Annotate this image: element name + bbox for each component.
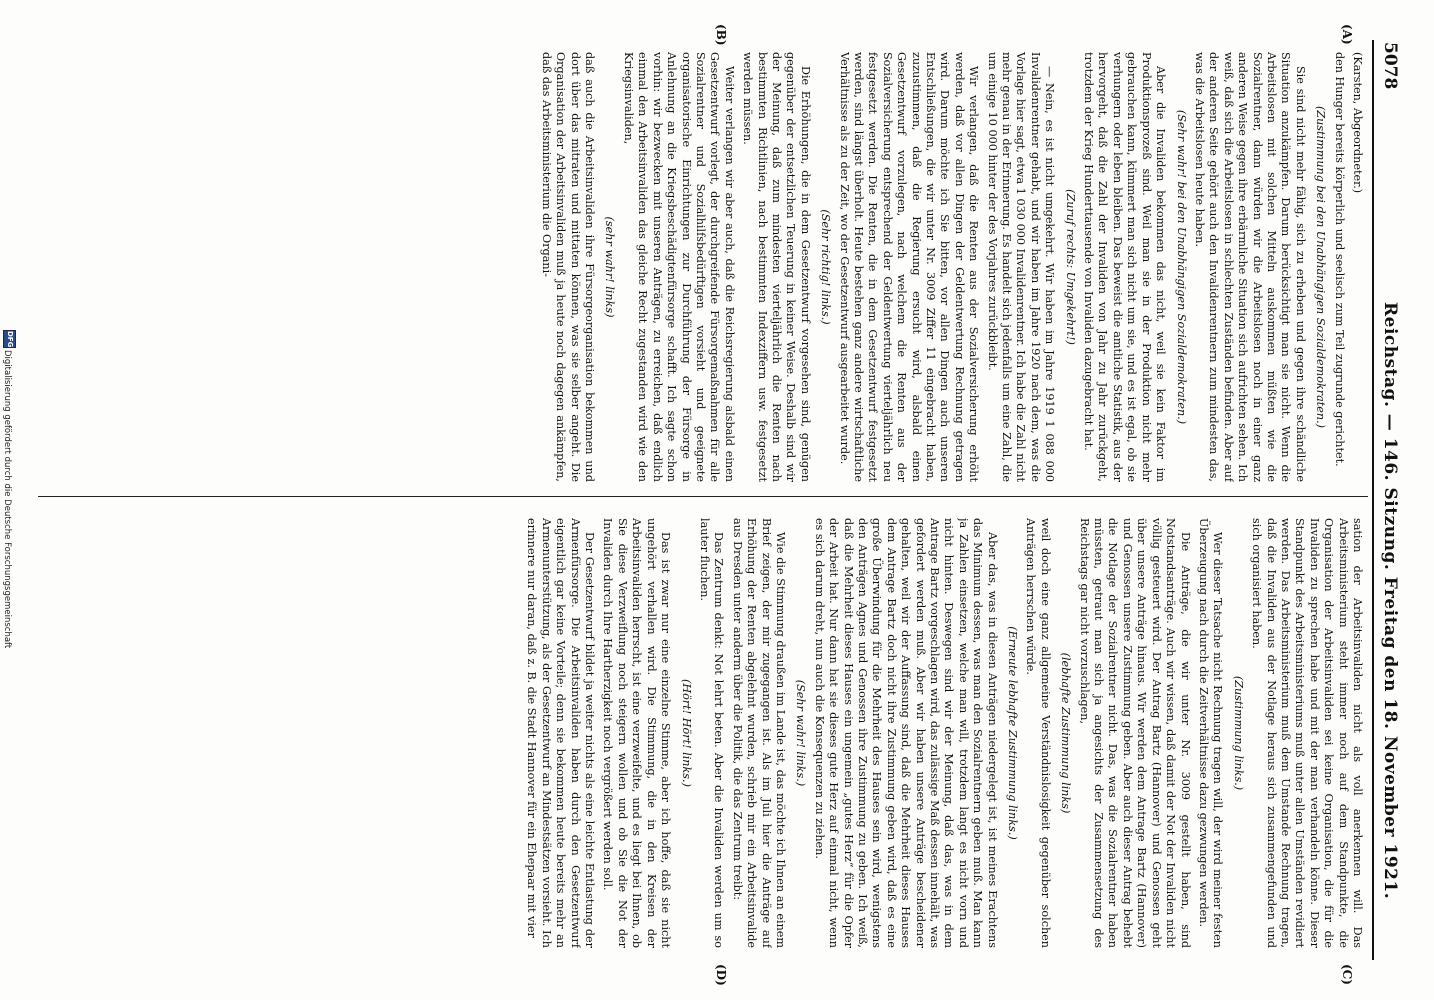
margin-marker-c: (C)	[1340, 964, 1354, 985]
margin-marker-d: (D)	[714, 964, 728, 986]
paragraph: daß auch die Arbeitsinvaliden ihre Fürsorgeorganisation bekommen und dort über das mitraten und mittaten können, was sie selber angeht. Die Organisation der Arbeitsinvaliden muß ja heute noch dagegen ankämpfen, daß das Arbeitsministerium die Organi-	[539, 52, 597, 482]
page-title: Reichstag. — 146. Sitzung. Freitag den 18. November 1921.	[1380, 302, 1400, 900]
page-header	[1374, 42, 1404, 958]
paragraph: Sie sind nicht mehr fähig, sich zu erheben und gegen ihre schändliche Situation anzukämpfen. Darum berücksichtigt man sie nicht. Wenn die Arbeitslosen mit solchen Mitteln auskommen müßten wie die Sozialrentner, dann würden wir die Arbeitslosen noch in einer ganz anderen Weise gegen ihre erbärmliche Situation sich aufrichten sehen. Ich weiß, daß sich die Arbeitslosen in schlechten Zuständen befinden. Aber auf der anderen Seite gehört auch den Invalidenrentnern zum mindesten das, was die Arbeitslosen heute haben.	[1192, 52, 1307, 482]
stage-direction: (Zustimmung links.)	[1231, 675, 1245, 791]
paragraph: Aber die Invaliden bekommen das nicht, weil sie kein Faktor im Produktionsprozeß sind. Weil man sie in der Produktion nicht mehr gebrauchen kann, kümmert man sich nicht um sie, und es ist egal, ob sie verhungern oder leben bleiben. Das beweist die amtliche Statistik, aus der hervorgeht, daß die Zahl der Invaliden von Jahr zu Jahr zurückgeht, trotzdem der Krieg Hunderttausende von Invaliden dazugebracht hat.	[1082, 52, 1168, 482]
stage-direction: (Zustimmung bei den Unabhängigen Sozialdemokraten.)	[1314, 105, 1328, 429]
stage-direction: (sehr wahr! links)	[603, 216, 617, 318]
stage-direction: (Sehr richtig! links.)	[819, 209, 833, 325]
paragraph: Das ist zwar nur eine einzelne Stimme, aber ich hoffe, daß sie nicht ungehört verhallen wird. Die Stimmung, die in den Kreisen der Arbeitsinvaliden herrscht, ist eine verzweifelte, und es liegt bei Ihnen, ob Sie diese Verzweiflung noch steigern wollen und ob Sie die Not der Invaliden durch Ihre Hartherzigkeit noch vergrößert werden soll.	[601, 518, 673, 948]
paragraph: Die Erhöhungen, die in dem Gesetzentwurf vorgesehen sind, genügen gegenüber der entsetzlichen Teuerung in keiner Weise. Deshalb sind wir der Meinung, daß zum mindesten vierteljährlich die Renten nach bestimmten Richtlinien, nach bestimmten Indexziffern usw. festgesetzt werden müssen.	[741, 52, 812, 482]
margin-marker-a: (A)	[1340, 24, 1354, 45]
paragraph: — Nein, es ist nicht umgekehrt. Wir haben im Jahre 1919 1 088 000 Invalidenrentner gehabt, und wir haben im Jahre 1920 nach dem, was die Vorlage hier sagt, etwa 1 030 000 Invalidenrentner. Ich habe die Zahl nicht mehr genau in der Erinnerung. Es handelt sich jedenfalls um eine Zahl, die um einige 10 000 hinter der des Vorjahres zurückbleibt.	[985, 52, 1057, 482]
paragraph: Das Zentrum denkt: Not lehrt beten. Aber die Invaliden werden um so lauter fluchen.	[697, 518, 726, 948]
paragraph: Der Gesetzentwurf bildet ja weiter nichts als eine leichte Entlastung der Armenfürsorge. Die Arbeitsinvaliden haben durch den Gesetzentwurf eigentlich gar keine Vorteile; denn sie bekommen heute bereits mehr an Armenunterstützung, als der Gesetzentwurf an Mindestsätzen vorsieht. Ich erinnere nur daran, daß z. B. die Stadt Hannover für ein Ehepaar mit vier	[525, 518, 597, 948]
column-divider	[38, 496, 1368, 497]
stage-direction: (Sehr wahr! links.)	[794, 679, 808, 787]
paragraph: Aber das, was in diesen Anträgen niedergelegt ist, ist meines Erachtens das Minimum dessen, was man den Sozialrentnern geben muß. Man kann ja Zahlen einsetzen, welche man will, trotzdem langt es nicht vorn und nicht hinten. Deswegen sind wir der Meinung, daß das, was in dem Antrage Bartz vorgeschlagen wird, das zulässige Maß dessen innehält, was gefordert werden muß. Aber wir haben unsere Anträge bescheidener gehalten, weil wir der Auffassung sind, daß die Mehrheit dieses Hauses dem Antrage Bartz doch nicht ihre Zustimmung geben wird, daß es eine große Überwindung für die Mehrheit des Hauses sein wird, wenigstens den Anträgen Agnes und Genossen ihre Zustimmung zu geben. Ich weiß, daß die Mehrheit dieses Hauses ein ungemein „gutes Herz“ für die Opfer der Arbeit hat. Nur dann hat sie dieses gute Herz auf einmal nicht, wenn es sich darum dreht, nun auch die Konsequenzen zu ziehen.	[812, 518, 999, 948]
paragraph: Wer dieser Tatsache nicht Rechnung tragen will, der wird meiner festen Überzeugung nach durch die Zeitverhältnisse dazu gezwungen werden.	[1196, 518, 1225, 948]
paragraph: Wie die Stimmung draußen im Lande ist, das möchte ich Ihnen an einem Brief zeigen, der mir zugegangen ist. Als im Juli hier die Anträge auf Erhöhung der Renten abgelehnt wurden, schrieb mir ein Arbeitsinvalide aus Dresden unter anderm über die Politik, die das Zentrum treibt:	[730, 518, 787, 948]
paragraph: sation der Arbeitsinvaliden nicht als voll anerkennen will. Das Arbeitsministerium steht immer noch auf dem Standpunkte, die Organisation der Arbeitsinvaliden sei keine Organisation, die für die Invaliden zu sprechen habe und mit der man verhandeln könne. Dieser Standpunkt des Arbeitsministeriums muß unter allen Umständen revidiert werden. Das Arbeitsministerium muß dem Umstande Rechnung tragen, daß die Invaliden aus der Notlage heraus sich zusammengefunden und sich organisiert haben.	[1250, 518, 1364, 948]
margin-marker-b: (B)	[714, 24, 728, 46]
dfg-logo: DFG	[3, 330, 16, 348]
stage-direction: (Hört! Hört! links.)	[679, 679, 693, 787]
paragraph: Wir verlangen, daß die Renten aus der Sozialversicherung erhöht werden, daß vor allen Dingen der Geldentwertung Rechnung getragen wird. Darum möchte ich Sie bitten, vor allen Dingen auch unseren Entschließungen, die wir unter Nr. 3009 Ziffer 11 eingebracht haben, zuzustimmen, daß die Regierung ersucht wird, alsbald einen Gesetzentwurf vorzulegen, nach welchem die Renten aus der Sozialversicherung entsprechend der Geldentwertung vierteljährlich neu festgesetzt werden. Die Renten, die in dem Gesetzentwurf festgesetzt werden, sind längst überholt. Heute bestehen ganz andere wirtschaftliche Verhältnisse als zu der Zeit, wo der Gesetzentwurf ausgearbeitet wurde.	[837, 52, 981, 482]
page-number: 5078	[1380, 42, 1400, 90]
paragraph: (Karsten, Abgeordneter.)	[1351, 52, 1364, 194]
paragraph: Die Anträge, die wir unter Nr. 3009 gestellt haben, sind Notstandsanträge. Auch wir wissen, daß damit der Not der Invaliden nicht völlig gesteuert wird. Der Antrag Bartz (Hannover) und Genossen geht über unsere Anträge hinaus. Wir werden dem Antrage Bartz (Hannover) und Genossen unsere Zustimmung geben. Aber auch dieser Antrag behebt die Notlage der Sozialrentner nicht. Das, was die Sozialrentner haben müssten, getraut man sich ja angesichts der Zusammensetzung des Reichstags gar nicht vorzuschlagen,	[1077, 518, 1192, 948]
digitization-note: Digitalisierung gefördert durch die Deutsche Forschungsgemeinschaft	[2, 350, 12, 649]
stage-direction: (Zuruf rechts: Umgekehrt!)	[1063, 189, 1077, 345]
stage-direction: (lebhafte Zustimmung links)	[1059, 652, 1073, 814]
paragraph: weil doch eine ganz allgemeine Verständnislosigkeit gegenüber solchen Anträgen herrschen würde.	[1024, 518, 1052, 948]
header-rule	[1372, 40, 1374, 960]
stage-direction: (Sehr wahr! bei den Unabhängigen Sozialdemokraten.)	[1174, 109, 1188, 425]
stage-direction: (Erneute lebhafte Zustimmung links.)	[1006, 626, 1020, 840]
paragraph: Weiter verlangen wir aber auch, daß die Reichsregierung alsbald einen Gesetzentwurf vorlegt, der durchgreifende Fürsorgemaßnahmen für alle Sozialrentner und Sozialhilfsbedürftigen vorsieht und geeignete organisatorische Einrichtungen zur Durchführung der Fürsorge in Anlehnung an die Kriegsbeschädigtenfürsorge schafft. Ich sagte schon vorhin: wir bezwecken mit unseren Anträgen, zu erreichen, daß endlich einmal den Arbeitsinvaliden das gleiche Recht zugestanden wird wie den Kriegsinvaliden,	[621, 52, 736, 482]
right-column	[34, 518, 1364, 948]
left-column	[34, 52, 1364, 482]
paragraph: den Hunger bereits körperlich und seelisch zum Teil zugrunde gerichtet.	[1332, 52, 1346, 467]
